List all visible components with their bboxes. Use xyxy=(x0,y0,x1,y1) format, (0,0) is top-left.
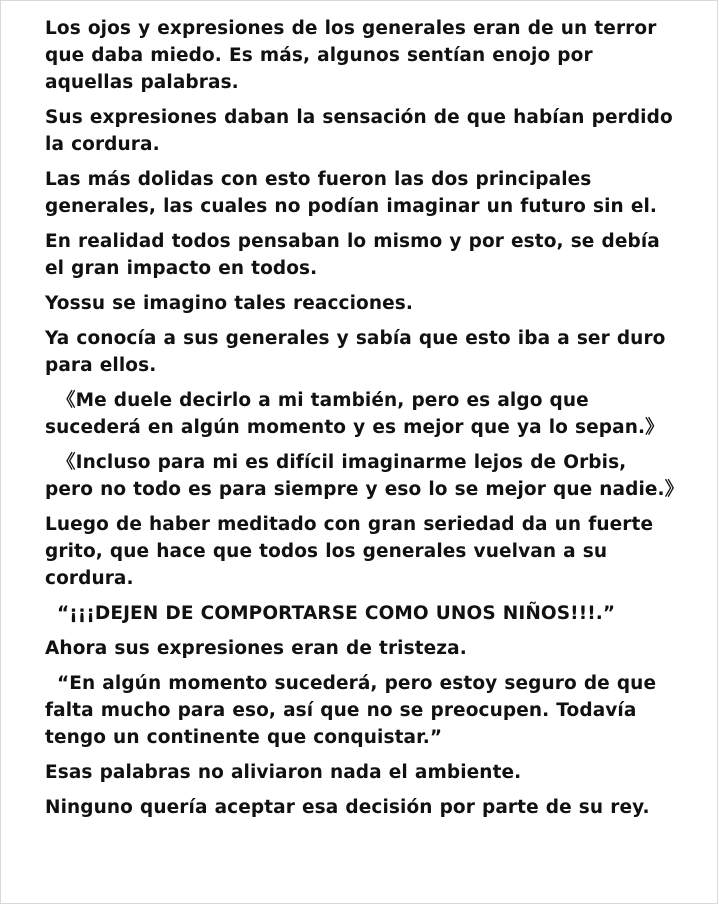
paragraph-12: “En algún momento sucederá, pero estoy seguro de que falta mucho para eso, así que no se preocupen. Todavía tengo un continente que conquistar.” xyxy=(45,673,657,748)
paragraph-3: Las más dolidas con esto fueron las dos principales generales, las cuales no podían imaginar un futuro sin el. xyxy=(45,169,658,217)
paragraph-1: Los ojos y expresiones de los generales eran de un terror que daba miedo. Es más, algunos sentían enojo por aquellas palabras. xyxy=(45,18,657,93)
paragraph-11: Ahora sus expresiones eran de tristeza. xyxy=(45,638,467,659)
paragraph-13: Esas palabras no aliviaron nada el ambiente. xyxy=(45,762,522,783)
paragraph-8: 《Incluso para mi es difícil imaginarme lejos de Orbis, pero no todo es para siempre y eso lo se mejor que nadie.》 xyxy=(45,452,684,500)
paragraph-4: En realidad todos pensaban lo mismo y por esto, se debía el gran impacto en todos. xyxy=(45,231,660,279)
document-body xyxy=(45,15,684,829)
paragraph-7: 《Me duele decirlo a mi también, pero es algo que sucederá en algún momento y es mejor que ya lo sepan.》 xyxy=(45,390,664,438)
paragraph-9: Luego de haber meditado con gran seriedad da un fuerte grito, que hace que todos los generales vuelvan a su cordura. xyxy=(45,514,654,589)
paragraph-14: Ninguno quería aceptar esa decisión por parte de su rey. xyxy=(45,797,650,818)
paragraph-5: Yossu se imagino tales reacciones. xyxy=(45,293,414,314)
paragraph-6: Ya conocía a sus generales y sabía que esto iba a ser duro para ellos. xyxy=(45,328,666,376)
paragraph-2: Sus expresiones daban la sensación de que habían perdido la cordura. xyxy=(45,107,673,155)
paragraph-10: “¡¡¡DEJEN DE COMPORTARSE COMO UNOS NIÑOS!!!.” xyxy=(57,603,616,624)
